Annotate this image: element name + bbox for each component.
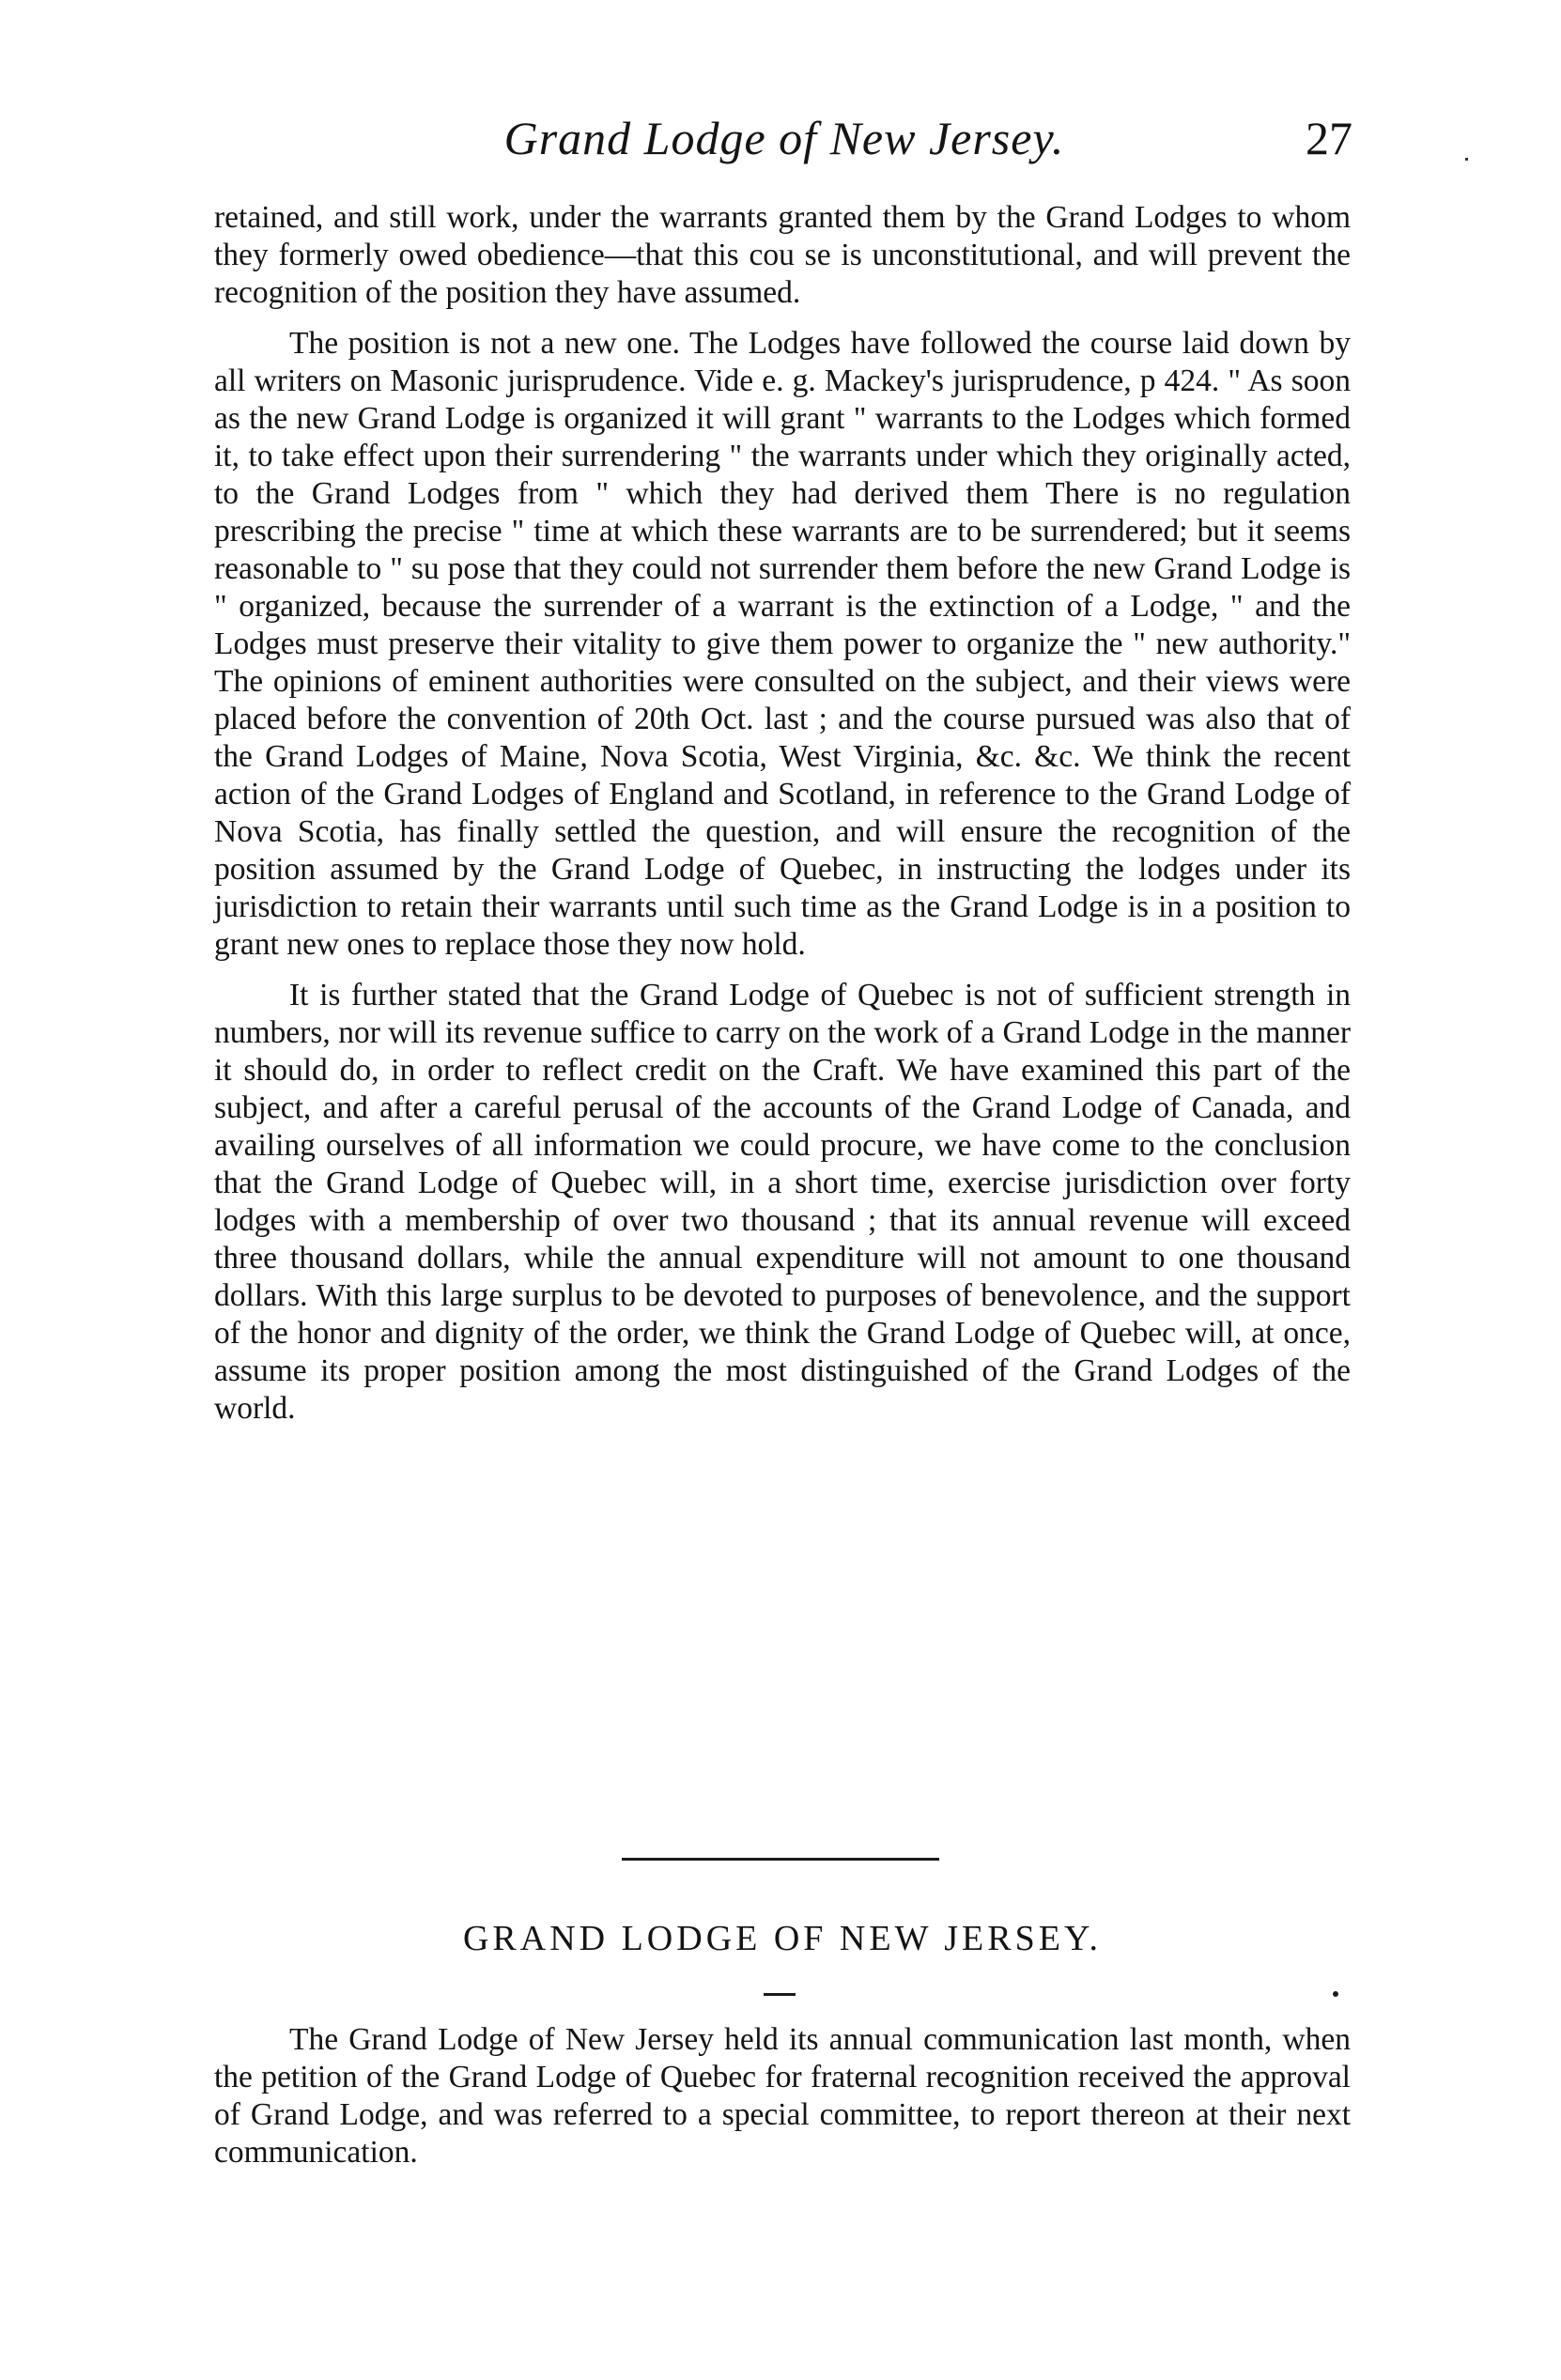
paragraph-new-jersey: The Grand Lodge of New Jersey held its annual communication last month, when the petition of the Grand Lodge of Quebec for fraternal recognition received the approval of Grand Lodge, and was referred to a special committee, to report thereon at their next communication. [214, 2022, 1351, 2170]
paragraph-continued: retained, and still work, under the warrants granted them by the Grand Lodges to whom they formerly owed obedience—that this cou se is unconstitutional, and will prevent the recognition of the position they have assumed. [214, 200, 1351, 310]
margin-dot [1333, 1991, 1338, 1997]
margin-speck [1465, 158, 1468, 161]
section-text [214, 2021, 1351, 2171]
running-head [216, 111, 1352, 177]
heading-dash [764, 1993, 796, 1996]
paragraph-strength: It is further stated that the Grand Lodge of Quebec is not of sufficient strength in numbers, nor will its revenue suffice to carry on the work of a Grand Lodge in the manner it should do, in order to reflect credit on the Craft. We have examined this part of the subject, and after a careful perusal of the accounts of the Grand Lodge of Canada, and availing ourselves of all information we could procure, we have come to the conclusion that the Grand Lodge of Quebec will, in a short time, exercise jurisdiction over forty lodges with a membership of over two thousand ; that its annual revenue will exceed three thousand dollars, while the annual expenditure will not amount to one thousand dollars. With this large surplus to be devoted to purposes of benevolence, and the support of the honor and dignity of the order, we think the Grand Lodge of Quebec will, at once, assume its proper position among the most distinguished of the Grand Lodges of the world. [214, 978, 1351, 1426]
page-number: 27 [1306, 112, 1352, 164]
section-heading: GRAND LODGE OF NEW JERSEY. [462, 1919, 1102, 1958]
running-title: Grand Lodge of New Jersey. [503, 112, 1065, 164]
section-divider [622, 1858, 939, 1861]
body-text [214, 199, 1351, 1441]
paragraph-position: The position is not a new one. The Lodges have followed the course laid down by all writers on Masonic jurisprudence. Vide e. g. Mackey's jurisprudence, p 424. " As soon as the new Grand Lodge is organized it will grant " warrants to the Lodges which formed it, to take effect upon their surrendering " the warrants under which they originally acted, to the Grand Lodges from " which they had derived them There is no regulation prescribing the precise " time at which these warrants are to be surrendered; but it seems reasonable to " su pose that they could not surrender them before the new Grand Lodge is " organized, because the surrender of a warrant is the extinction of a Lodge, " and the Lodges must preserve their vitality to give them power to organize the " new authority." The opinions of eminent authorities were consulted on the subject, and their views were placed before the convention of 20th Oct. last ; and the course pursued was also that of the Grand Lodges of Maine, Nova Scotia, West Virginia, &c. &c. We think the recent action of the Grand Lodges of England and Scotland, in reference to the Grand Lodge of Nova Scotia, has finally settled the question, and will ensure the recognition of the position assumed by the Grand Lodge of Quebec, in instructing the lodges under its jurisdiction to retain their warrants until such time as the Grand Lodge is in a position to grant new ones to replace those they now hold. [214, 326, 1351, 962]
